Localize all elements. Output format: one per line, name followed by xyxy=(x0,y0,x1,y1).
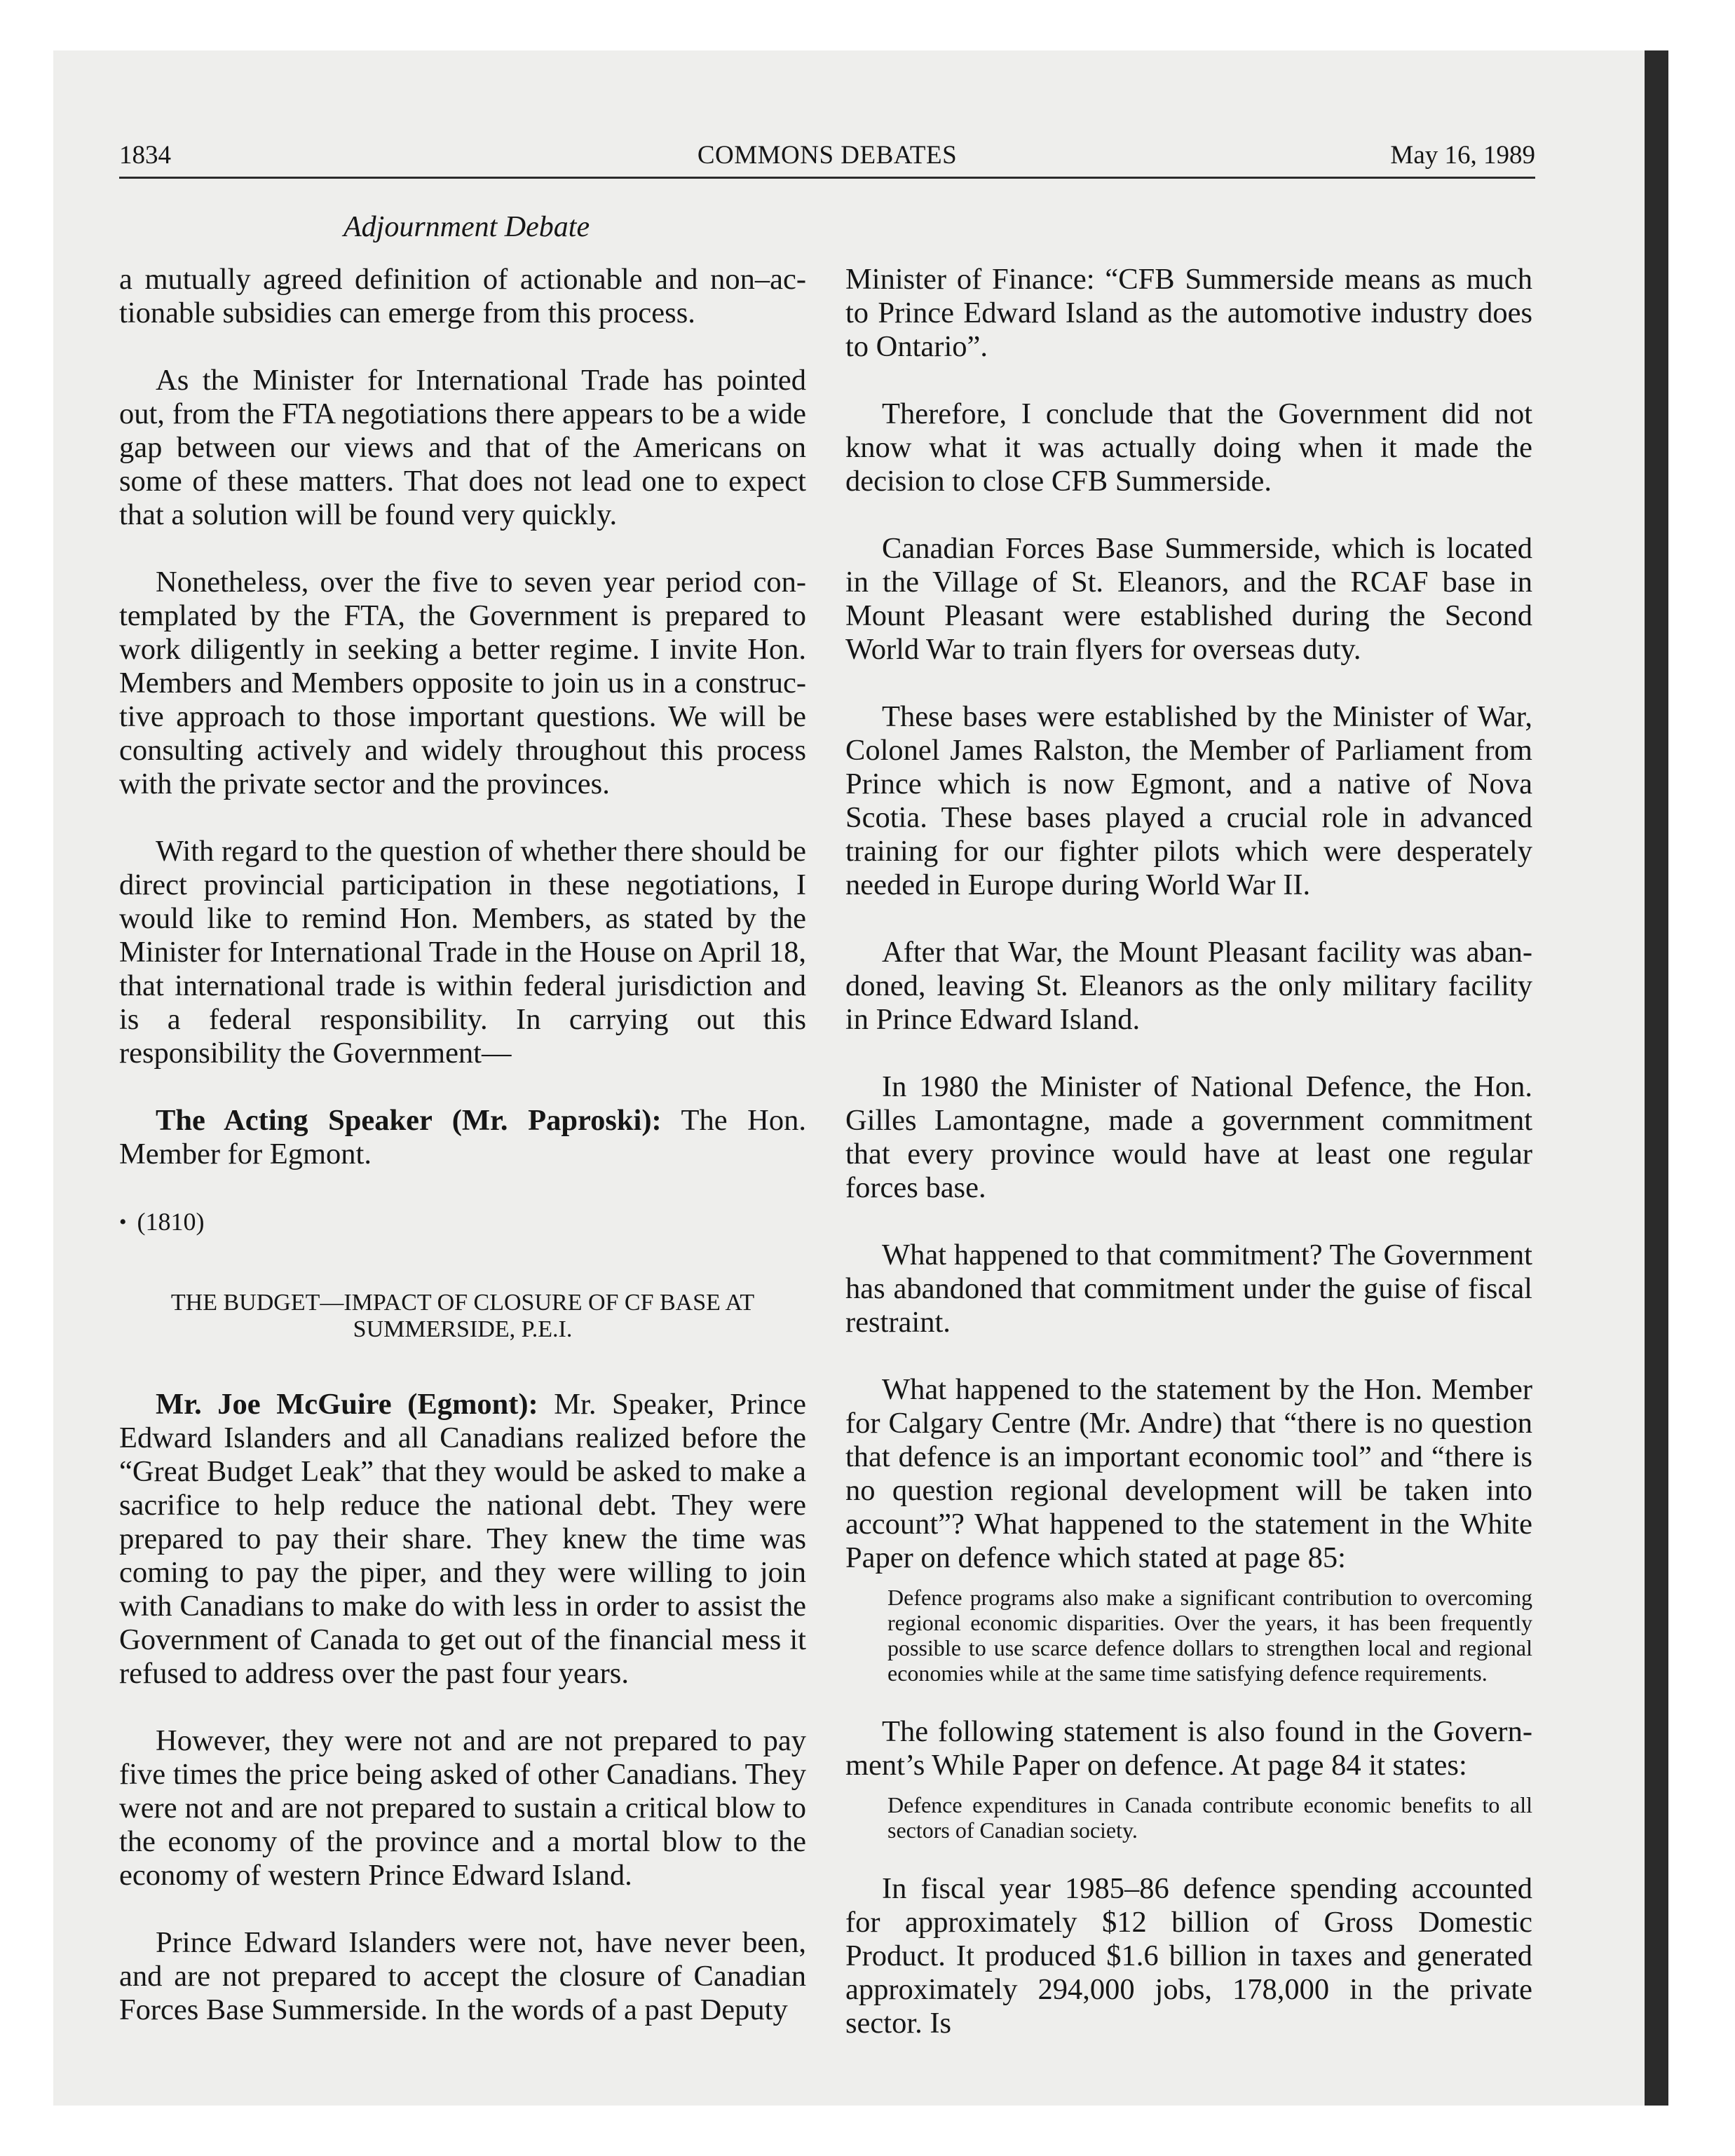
paragraph: In 1980 the Minister of National Defence, the Hon. Gilles Lamontagne, made a government commitment that every province would have at least one regular forces base. xyxy=(845,1070,1532,1204)
page-header xyxy=(119,140,1535,179)
speaker-paragraph xyxy=(119,1104,806,1171)
paragraph: Minister of Finance: “CFB Summerside means as much to Prince Edward Island as the automotive industry does to Ontario”. xyxy=(845,263,1532,363)
paragraph: However, they were not and are not prepared to pay five times the price being asked of other Canadians. They were not and are not prepared to sustain a critical blow to the economy of the province and a mortal blow to the economy of western Prince Edward Island. xyxy=(119,1724,806,1892)
time-stamp: (1810) xyxy=(137,1208,205,1236)
speaker-paragraph xyxy=(119,1388,806,1691)
speech-text: Mr. Speaker, Prince Edward Islanders and all Canadians realized before the “Great Budget Leak” that they would be asked to make a sacrifice to help reduce the national debt. They were prepared to pay their share. They knew the time was coming to pay the piper, and they were willing to join with Canadians to make do with less in order to assist the Government of Canada to get out of the financial mess it refused to address over the past four years. xyxy=(119,1388,806,1690)
paragraph: With regard to the question of whether there should be direct provincial participation in these negotiations, I would like to remind Hon. Members, as stated by the Minister for International Trade in the House on April 18, that international trade is within federal jurisdiction and is a federal responsibility. In carrying out this responsibility the Government— xyxy=(119,835,806,1070)
paragraph: Therefore, I conclude that the Government did not know what it was actually doing when it made the decision to close CFB Summerside. xyxy=(845,397,1532,498)
paragraph: a mutually agreed definition of actionable and non–actionable subsidies can emerge from this process. xyxy=(119,263,806,329)
paragraph: What happened to the statement by the Hon. Member for Calgary Centre (Mr. Andre) that “there is no question that defence is an important economic tool” and “there is no question regional development will be taken into account”? What happened to the statement in the White Paper on defence which stated at page 85: xyxy=(845,1373,1532,1574)
journal-title: COMMONS DEBATES xyxy=(697,141,958,170)
time-mark xyxy=(119,1205,806,1239)
section-label: Adjournment Debate xyxy=(343,211,590,243)
paragraph: In fiscal year 1985–86 defence spending accounted for approximately $12 billion of Gross Domestic Product. It produced $1.6 billion in taxes and generated approximately 294,000 jobs, 178,000 in the private sector. Is xyxy=(845,1872,1532,2040)
paragraph: The following statement is also found in the Government’s While Paper on defence. At page 84 it states: xyxy=(845,1715,1532,1782)
time-bullet: • xyxy=(119,1210,127,1234)
paragraph: As the Minister for International Trade has pointed out, from the FTA negotiations there appears to be a wide gap between our views and that of the Americans on some of these matters. That does not lead one to expect that a solution will be found very quickly. xyxy=(119,364,806,531)
block-quote: Defence expenditures in Canada contribute economic benefits to all sectors of Canadian society. xyxy=(887,1792,1532,1843)
paragraph: These bases were established by the Minister of War, Colonel James Ralston, the Member of Parliament from Prince which is now Egmont, and a native of Nova Scotia. These bases played a crucial role in advanced training for our fighter pilots which were desperately needed in Europe during World War II. xyxy=(845,700,1532,901)
paragraph: What happened to that commitment? The Government has abandoned that commitment under the guise of fiscal restraint. xyxy=(845,1239,1532,1339)
right-column xyxy=(845,263,1532,2074)
issue-date: May 16, 1989 xyxy=(1390,141,1535,170)
subject-heading: THE BUDGET—IMPACT OF CLOSURE OF CF BASE AT SUMMERSIDE, P.E.I. xyxy=(170,1290,755,1342)
paragraph: After that War, the Mount Pleasant facility was abandoned, leaving St. Eleanors as the only military facility in Prince Edward Island. xyxy=(845,936,1532,1036)
speech-text: The Hon. Member for Egmont. xyxy=(119,1104,806,1171)
paragraph: Canadian Forces Base Summerside, which is located in the Village of St. Eleanors, and the RCAF base in Mount Pleasant were established during the Second World War to train flyers for overseas duty. xyxy=(845,532,1532,666)
block-quote: Defence programs also make a significant contribution to overcoming regional economic disparities. Over the years, it has been frequently possible to use scarce defence dollars to strengthen local and regional economies while at the same time satisfying defence requirements. xyxy=(887,1585,1532,1686)
paragraph: Nonetheless, over the five to seven year period contemplated by the FTA, the Government is prepared to work diligently in seeking a better regime. I invite Hon. Members and Members opposite to join us in a constructive approach to those important questions. We will be consulting actively and widely throughout this process with the private sector and the provinces. xyxy=(119,566,806,800)
left-column xyxy=(119,263,806,2061)
page-number: 1834 xyxy=(119,141,171,170)
speaker-name: The Acting Speaker (Mr. Paproski): xyxy=(156,1104,662,1137)
speaker-name: Mr. Joe McGuire (Egmont): xyxy=(156,1388,538,1421)
scan-edge-shadow xyxy=(1645,50,1668,2106)
paragraph: Prince Edward Islanders were not, have never been, and are not prepared to accept the closure of Canadian Forces Base Summerside. In the words of a past Deputy xyxy=(119,1926,806,2026)
